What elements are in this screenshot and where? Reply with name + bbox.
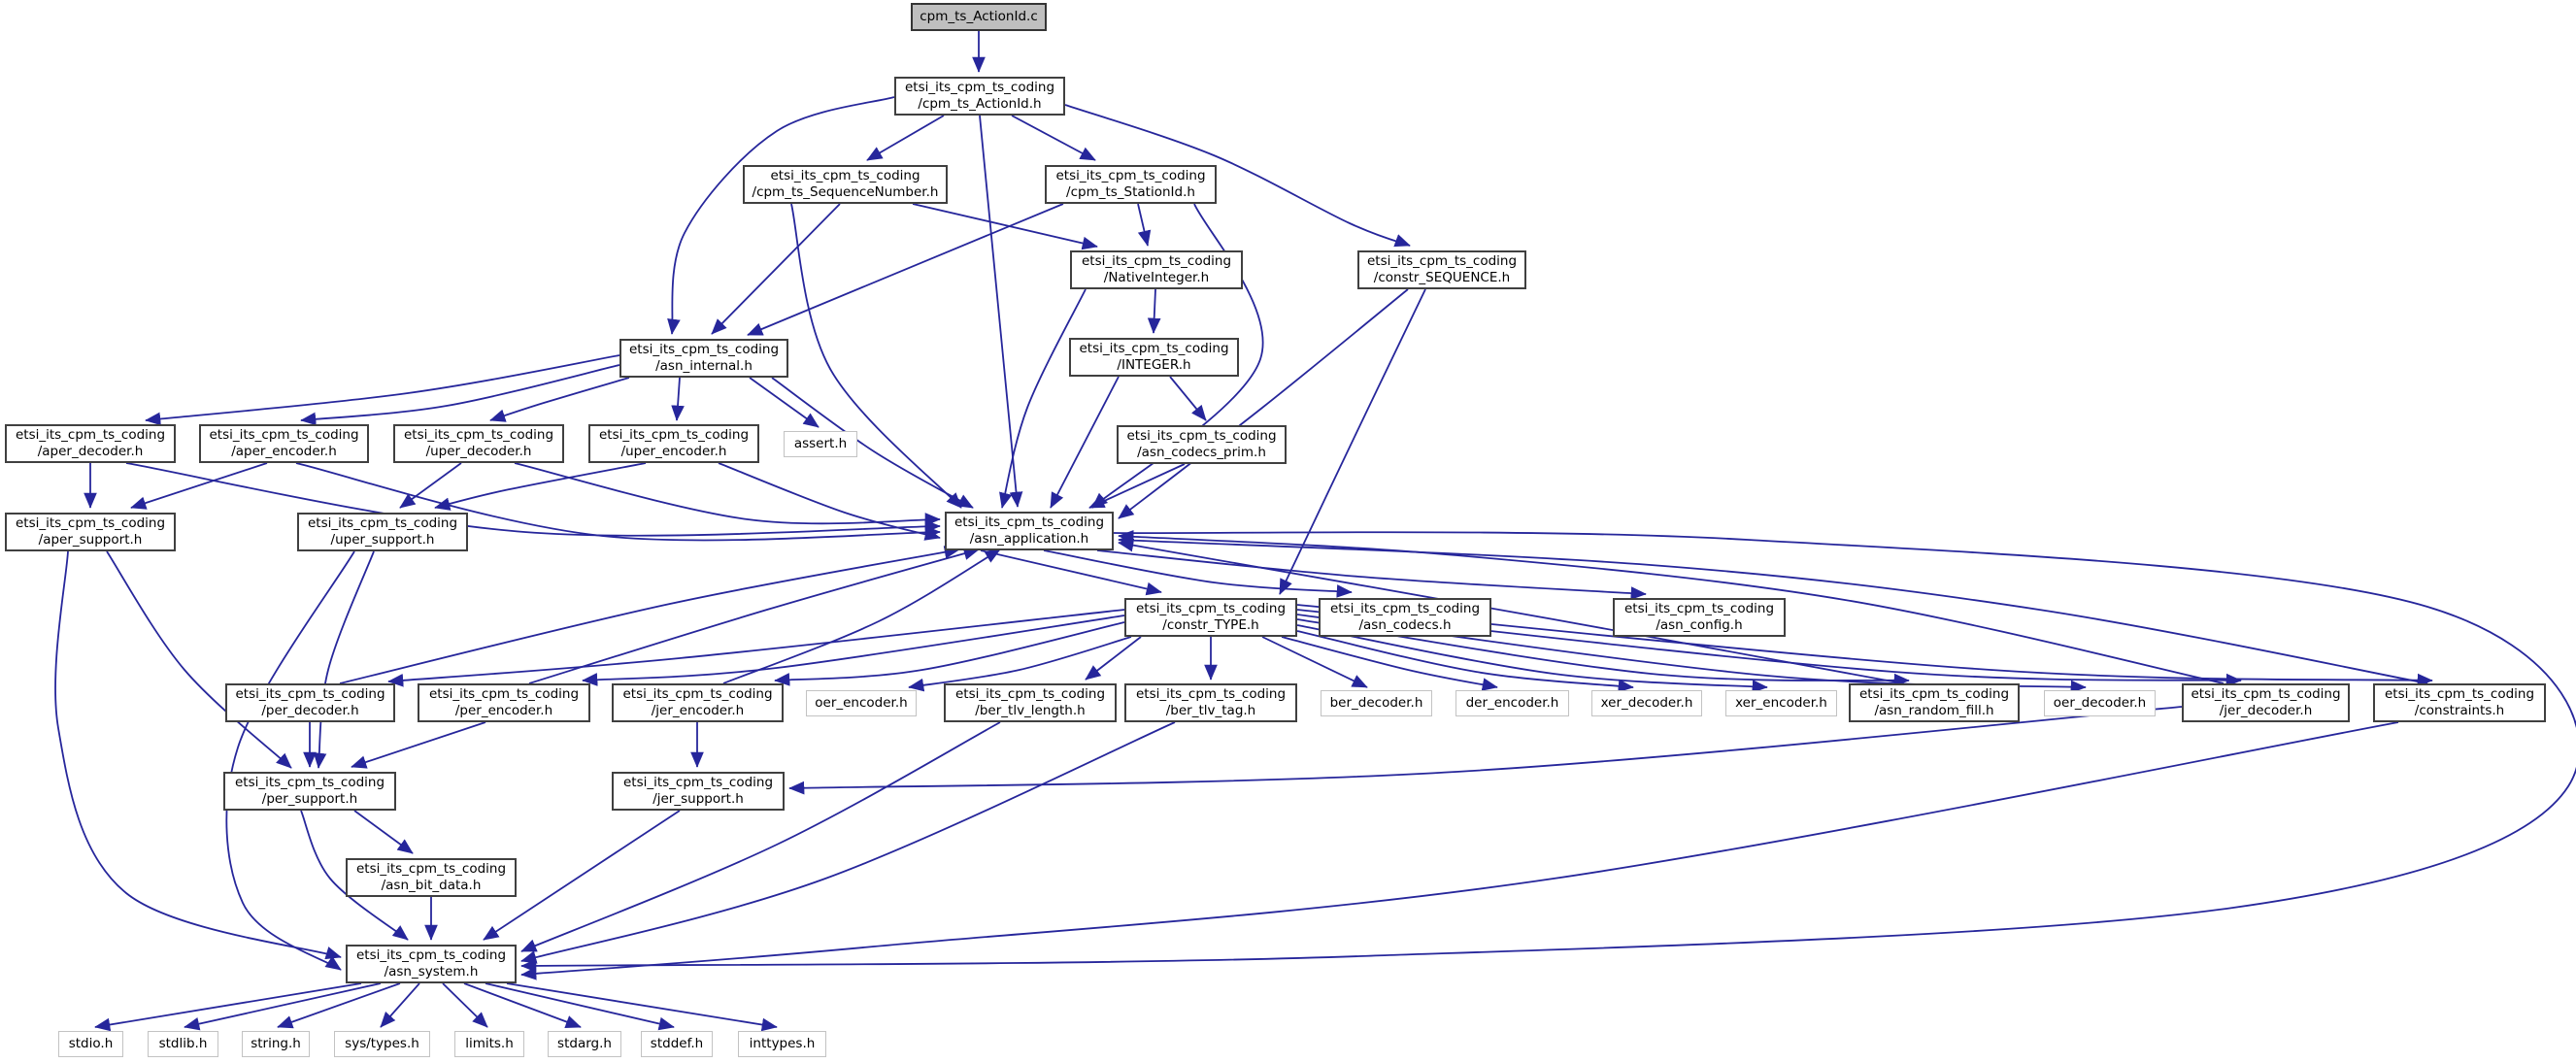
edge-asn_internal_h-to-assert_h: [750, 378, 819, 427]
node-label: /asn_codecs.h: [1358, 617, 1452, 633]
node-jer_encoder_h[interactable]: [612, 683, 784, 722]
node-label: der_encoder.h: [1465, 694, 1559, 711]
node-label: etsi_its_cpm_ts_coding: [904, 79, 1055, 95]
node-label: inttypes.h: [749, 1035, 816, 1051]
node-label: etsi_its_cpm_ts_coding: [209, 426, 359, 443]
node-label: /aper_encoder.h: [231, 444, 337, 459]
node-integer_h[interactable]: [1069, 338, 1239, 377]
node-label: /uper_decoder.h: [425, 444, 532, 459]
edge-integer_h-to-asn_codecs_prim_h: [1170, 377, 1206, 420]
node-label: etsi_its_cpm_ts_coding: [2384, 685, 2535, 702]
node-label: stdarg.h: [557, 1035, 612, 1051]
node-label: etsi_its_cpm_ts_coding: [953, 514, 1105, 530]
edge-per_decoder_h-to-asn_application_h: [340, 549, 959, 683]
node-label: /cpm_ts_ActionId.h: [918, 96, 1042, 112]
node-label: ber_decoder.h: [1329, 694, 1423, 711]
node-label: /jer_support.h: [652, 791, 744, 807]
node-label: /asn_config.h: [1656, 617, 1743, 633]
edge-uper_decoder_h-to-asn_application_h: [515, 463, 940, 523]
node-label: etsi_its_cpm_ts_coding: [1126, 427, 1277, 444]
node-label: /NativeInteger.h: [1103, 270, 1210, 285]
edge-actionid_h-to-stationid_h: [1012, 116, 1095, 160]
node-per_encoder_h[interactable]: [418, 683, 590, 722]
node-label: /per_encoder.h: [454, 703, 553, 718]
node-label: xer_decoder.h: [1600, 694, 1693, 711]
node-label: etsi_its_cpm_ts_coding: [307, 515, 458, 531]
node-constraints_h[interactable]: [2373, 683, 2546, 722]
edge-stationid_h-to-nativeinteger_h: [1138, 204, 1148, 246]
node-asn_internal_h[interactable]: [619, 339, 788, 378]
node-label: etsi_its_cpm_ts_coding: [428, 685, 580, 702]
node-jer_support_h[interactable]: [612, 772, 785, 811]
edge-constr_sequence_h-to-asn_application_h: [1119, 289, 1408, 518]
node-ber_tlv_tag_h[interactable]: [1124, 683, 1297, 722]
node-label: /uper_encoder.h: [620, 444, 727, 459]
edge-ber_tlv_tag_h-to-asn_system_h: [521, 722, 1175, 961]
node-uper_support_h[interactable]: [297, 513, 468, 551]
node-label: etsi_its_cpm_ts_coding: [954, 685, 1106, 702]
edge-seqnum_h-to-nativeinteger_h: [913, 204, 1097, 247]
node-stddef_h: [641, 1031, 713, 1057]
node-ber_tlv_length_h[interactable]: [944, 683, 1117, 722]
node-actionid_h[interactable]: [894, 77, 1065, 116]
edge-asn_system_h-to-stdlib_h: [184, 983, 381, 1027]
edge-integer_h-to-asn_application_h: [1051, 377, 1119, 508]
edge-nativeinteger_h-to-integer_h: [1154, 289, 1155, 333]
node-label: sys/types.h: [345, 1035, 419, 1051]
node-per_decoder_h[interactable]: [225, 683, 395, 722]
node-der_encoder_h: [1455, 690, 1569, 716]
node-label: etsi_its_cpm_ts_coding: [622, 774, 774, 790]
node-label: /jer_decoder.h: [2219, 703, 2313, 718]
node-label: assert.h: [793, 435, 848, 451]
edge-uper_support_h-to-asn_system_h: [226, 551, 354, 970]
node-per_support_h[interactable]: [223, 772, 396, 811]
node-label: /cpm_ts_StationId.h: [1066, 184, 1195, 200]
node-xer_decoder_h: [1591, 690, 1702, 716]
node-stdarg_h: [548, 1031, 621, 1057]
node-nativeinteger_h[interactable]: [1070, 250, 1243, 289]
edge-seqnum_h-to-asn_application_h: [791, 204, 961, 508]
node-label: etsi_its_cpm_ts_coding: [234, 774, 385, 790]
edge-asn_application_h-to-asn_system_h: [521, 532, 2576, 966]
node-limits_h: [454, 1031, 524, 1057]
node-sys_types_h: [334, 1031, 430, 1057]
edge-constr_type_h-to-per_encoder_h: [583, 615, 1124, 681]
node-asn_codecs_h[interactable]: [1319, 598, 1491, 637]
node-label: /per_decoder.h: [261, 703, 359, 718]
node-label: oer_decoder.h: [2053, 694, 2147, 711]
node-aper_decoder_h[interactable]: [5, 424, 176, 463]
node-label: etsi_its_cpm_ts_coding: [403, 426, 554, 443]
node-label: /uper_support.h: [330, 532, 435, 548]
node-label: /aper_decoder.h: [37, 444, 144, 459]
edge-per_encoder_h-to-asn_application_h: [529, 549, 979, 683]
node-label: /asn_bit_data.h: [381, 878, 482, 893]
node-asn_config_h[interactable]: [1613, 598, 1786, 637]
edge-aper_support_h-to-per_support_h: [107, 551, 291, 768]
edge-asn_internal_h-to-aper_decoder_h: [146, 355, 619, 420]
node-label: /ber_tlv_tag.h: [1165, 703, 1256, 718]
node-asn_application_h[interactable]: [945, 512, 1114, 550]
node-constr_type_h[interactable]: [1124, 598, 1297, 637]
node-constr_sequence_h[interactable]: [1357, 250, 1526, 289]
node-ber_decoder_h: [1321, 690, 1432, 716]
node-label: /asn_application.h: [969, 531, 1089, 547]
node-label: stdlib.h: [158, 1035, 208, 1051]
node-xer_encoder_h: [1725, 690, 1837, 716]
node-label: stddef.h: [650, 1035, 704, 1051]
edge-uper_support_h-to-per_support_h: [318, 551, 374, 768]
edge-per_support_h-to-asn_bit_data_h: [354, 811, 413, 853]
edge-asn_internal_h-to-aper_encoder_h: [301, 365, 619, 420]
node-label: /ber_tlv_length.h: [975, 703, 1086, 718]
node-label: /per_support.h: [261, 791, 358, 807]
edge-constraints_h-to-asn_system_h: [521, 722, 2398, 975]
node-label: etsi_its_cpm_ts_coding: [1135, 685, 1287, 702]
node-label: etsi_its_cpm_ts_coding: [355, 860, 507, 877]
node-label: oer_encoder.h: [815, 694, 908, 711]
node-aper_support_h[interactable]: [5, 513, 176, 551]
node-label: etsi_its_cpm_ts_coding: [2191, 685, 2341, 702]
node-label: etsi_its_cpm_ts_coding: [15, 426, 166, 443]
edge-asn_internal_h-to-uper_encoder_h: [677, 378, 680, 420]
node-root: [911, 3, 1047, 31]
node-label: etsi_its_cpm_ts_coding: [15, 515, 166, 531]
node-oer_decoder_h: [2044, 690, 2156, 716]
node-label: etsi_its_cpm_ts_coding: [1135, 600, 1287, 616]
node-stationid_h[interactable]: [1045, 165, 1217, 204]
node-label: etsi_its_cpm_ts_coding: [598, 426, 750, 443]
node-label: xer_encoder.h: [1735, 694, 1827, 711]
node-label: /aper_support.h: [38, 532, 143, 548]
node-label: etsi_its_cpm_ts_coding: [628, 341, 780, 357]
node-asn_system_h[interactable]: [346, 945, 517, 983]
node-label: /constr_SEQUENCE.h: [1373, 270, 1511, 285]
node-inttypes_h: [738, 1031, 826, 1057]
edge-asn_system_h-to-stdio_h: [95, 983, 361, 1027]
edge-actionid_h-to-seqnum_h: [867, 116, 944, 160]
node-label: /asn_codecs_prim.h: [1137, 445, 1266, 460]
edge-actionid_h-to-asn_application_h: [980, 116, 1018, 507]
node-stdlib_h: [148, 1031, 218, 1057]
node-label: /jer_encoder.h: [651, 703, 745, 718]
edge-asn_codecs_prim_h-to-asn_application_h: [1089, 464, 1185, 508]
node-label: etsi_its_cpm_ts_coding: [355, 947, 507, 963]
node-label: stdio.h: [68, 1035, 114, 1051]
node-label: /asn_random_fill.h: [1874, 703, 1994, 718]
node-label: etsi_its_cpm_ts_coding: [1623, 600, 1775, 616]
edge-constr_type_h-to-jer_encoder_h: [775, 622, 1124, 681]
node-aper_encoder_h[interactable]: [199, 424, 369, 463]
node-seqnum_h[interactable]: [743, 165, 948, 204]
node-label: /constr_TYPE.h: [1162, 617, 1259, 633]
edge-asn_system_h-to-sys_types_h: [381, 983, 419, 1027]
node-label: etsi_its_cpm_ts_coding: [1079, 340, 1229, 356]
node-assert_h: [784, 431, 857, 457]
edge-seqnum_h-to-asn_internal_h: [712, 204, 840, 334]
node-label: etsi_its_cpm_ts_coding: [622, 685, 773, 702]
node-uper_encoder_h[interactable]: [588, 424, 759, 463]
node-label: etsi_its_cpm_ts_coding: [770, 167, 920, 183]
node-stdio_h: [58, 1031, 123, 1057]
node-label: /asn_system.h: [384, 964, 479, 980]
node-asn_bit_data_h[interactable]: [346, 858, 517, 897]
node-label: cpm_ts_ActionId.c: [920, 8, 1038, 24]
edge-asn_internal_h-to-uper_decoder_h: [490, 378, 629, 420]
node-label: /asn_internal.h: [655, 358, 753, 374]
edge-actionid_h-to-asn_internal_h: [672, 97, 894, 334]
edge-aper_encoder_h-to-aper_support_h: [131, 463, 267, 508]
edge-aper_support_h-to-asn_system_h: [55, 551, 341, 957]
node-label: /constraints.h: [2414, 703, 2505, 718]
node-uper_decoder_h[interactable]: [393, 424, 564, 463]
node-asn_random_fill_h[interactable]: [1849, 683, 2020, 722]
node-label: etsi_its_cpm_ts_coding: [1858, 685, 2010, 702]
edge-per_encoder_h-to-per_support_h: [351, 722, 485, 767]
node-label: etsi_its_cpm_ts_coding: [1055, 167, 1206, 183]
node-oer_encoder_h: [806, 690, 917, 716]
node-label: /cpm_ts_SequenceNumber.h: [752, 184, 939, 200]
node-label: limits.h: [465, 1035, 514, 1051]
node-jer_decoder_h[interactable]: [2182, 683, 2350, 722]
edge-asn_system_h-to-string_h: [278, 983, 400, 1027]
node-label: etsi_its_cpm_ts_coding: [235, 685, 385, 702]
node-label: string.h: [251, 1035, 301, 1051]
node-label: etsi_its_cpm_ts_coding: [1366, 252, 1518, 269]
node-label: etsi_its_cpm_ts_coding: [1081, 252, 1232, 269]
node-string_h: [242, 1031, 310, 1057]
node-asn_codecs_prim_h[interactable]: [1117, 425, 1287, 464]
node-label: /INTEGER.h: [1117, 357, 1191, 373]
node-label: etsi_its_cpm_ts_coding: [1329, 600, 1481, 616]
